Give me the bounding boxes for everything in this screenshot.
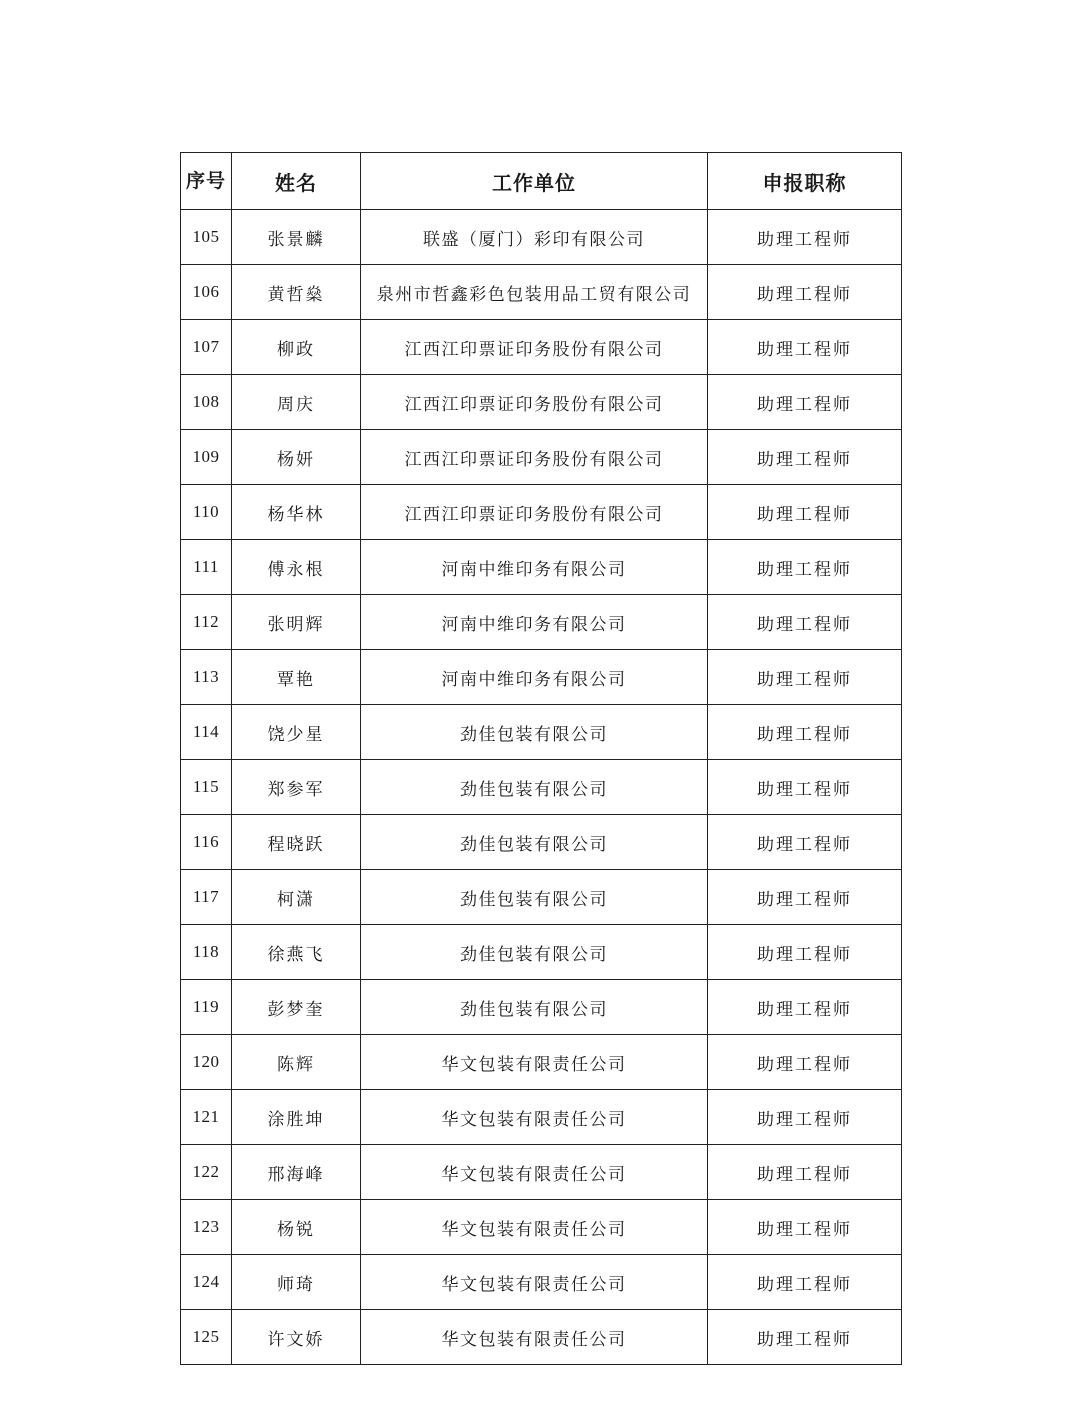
cell-seq: 111 [181,540,232,595]
table-row [181,650,902,705]
cell-seq: 107 [181,320,232,375]
cell-name: 柯潇 [232,870,361,925]
cell-seq: 108 [181,375,232,430]
cell-seq: 118 [181,925,232,980]
cell-title: 助理工程师 [708,760,902,815]
cell-unit: 联盛（厦门）彩印有限公司 [361,210,708,265]
cell-seq: 119 [181,980,232,1035]
cell-unit: 劲佳包装有限公司 [361,870,708,925]
cell-title: 助理工程师 [708,540,902,595]
header-title: 申报职称 [708,153,902,210]
cell-seq: 109 [181,430,232,485]
table-row [181,1255,902,1310]
cell-name: 彭梦奎 [232,980,361,1035]
cell-title: 助理工程师 [708,1255,902,1310]
cell-title: 助理工程师 [708,265,902,320]
cell-name: 许文娇 [232,1310,361,1365]
cell-unit: 劲佳包装有限公司 [361,760,708,815]
cell-unit: 江西江印票证印务股份有限公司 [361,320,708,375]
cell-seq: 124 [181,1255,232,1310]
cell-name: 邢海峰 [232,1145,361,1200]
cell-title: 助理工程师 [708,485,902,540]
cell-name: 覃艳 [232,650,361,705]
cell-unit: 劲佳包装有限公司 [361,925,708,980]
header-seq: 序号 [181,153,232,210]
table-row [181,1310,902,1365]
table-row [181,815,902,870]
cell-seq: 117 [181,870,232,925]
cell-unit: 劲佳包装有限公司 [361,980,708,1035]
table-header [181,153,902,210]
cell-unit: 河南中维印务有限公司 [361,540,708,595]
cell-title: 助理工程师 [708,595,902,650]
cell-seq: 116 [181,815,232,870]
cell-unit: 劲佳包装有限公司 [361,815,708,870]
cell-title: 助理工程师 [708,1145,902,1200]
table-row [181,1035,902,1090]
header-unit: 工作单位 [361,153,708,210]
cell-seq: 113 [181,650,232,705]
cell-title: 助理工程师 [708,925,902,980]
cell-unit: 华文包装有限责任公司 [361,1035,708,1090]
cell-name: 杨妍 [232,430,361,485]
table-row [181,485,902,540]
table-row [181,980,902,1035]
cell-unit: 江西江印票证印务股份有限公司 [361,430,708,485]
cell-seq: 112 [181,595,232,650]
cell-unit: 劲佳包装有限公司 [361,705,708,760]
cell-name: 周庆 [232,375,361,430]
cell-name: 张景麟 [232,210,361,265]
cell-unit: 河南中维印务有限公司 [361,650,708,705]
cell-name: 师琦 [232,1255,361,1310]
cell-seq: 105 [181,210,232,265]
cell-seq: 115 [181,760,232,815]
cell-seq: 125 [181,1310,232,1365]
cell-title: 助理工程师 [708,320,902,375]
cell-unit: 泉州市哲鑫彩色包装用品工贸有限公司 [361,265,708,320]
cell-title: 助理工程师 [708,375,902,430]
cell-unit: 华文包装有限责任公司 [361,1200,708,1255]
cell-title: 助理工程师 [708,870,902,925]
table-row [181,265,902,320]
cell-unit: 华文包装有限责任公司 [361,1310,708,1365]
cell-seq: 120 [181,1035,232,1090]
cell-title: 助理工程师 [708,815,902,870]
table-row [181,705,902,760]
cell-title: 助理工程师 [708,210,902,265]
cell-name: 黄哲燊 [232,265,361,320]
cell-title: 助理工程师 [708,705,902,760]
cell-name: 杨华林 [232,485,361,540]
table-row [181,925,902,980]
table-row [181,1200,902,1255]
cell-unit: 华文包装有限责任公司 [361,1255,708,1310]
cell-title: 助理工程师 [708,1200,902,1255]
cell-seq: 114 [181,705,232,760]
cell-title: 助理工程师 [708,980,902,1035]
cell-title: 助理工程师 [708,650,902,705]
cell-unit: 河南中维印务有限公司 [361,595,708,650]
cell-unit: 华文包装有限责任公司 [361,1090,708,1145]
header-row [181,153,902,210]
table-row [181,540,902,595]
table-row [181,430,902,485]
cell-unit: 江西江印票证印务股份有限公司 [361,485,708,540]
cell-name: 柳政 [232,320,361,375]
cell-unit: 江西江印票证印务股份有限公司 [361,375,708,430]
table-row [181,1145,902,1200]
table-row [181,210,902,265]
table-body [181,210,902,1365]
cell-seq: 121 [181,1090,232,1145]
cell-name: 傅永根 [232,540,361,595]
table-row [181,595,902,650]
cell-title: 助理工程师 [708,1035,902,1090]
cell-seq: 122 [181,1145,232,1200]
cell-name: 张明辉 [232,595,361,650]
cell-name: 陈辉 [232,1035,361,1090]
table-row [181,1090,902,1145]
cell-name: 徐燕飞 [232,925,361,980]
cell-title: 助理工程师 [708,1310,902,1365]
cell-name: 涂胜坤 [232,1090,361,1145]
cell-seq: 106 [181,265,232,320]
cell-title: 助理工程师 [708,430,902,485]
table-row [181,320,902,375]
header-name: 姓名 [232,153,361,210]
cell-seq: 110 [181,485,232,540]
table-row [181,375,902,430]
applicant-table [180,152,902,1365]
cell-name: 杨锐 [232,1200,361,1255]
cell-unit: 华文包装有限责任公司 [361,1145,708,1200]
cell-title: 助理工程师 [708,1090,902,1145]
cell-name: 程晓跃 [232,815,361,870]
cell-name: 饶少星 [232,705,361,760]
table-row [181,870,902,925]
table-row [181,760,902,815]
cell-seq: 123 [181,1200,232,1255]
cell-name: 郑参军 [232,760,361,815]
